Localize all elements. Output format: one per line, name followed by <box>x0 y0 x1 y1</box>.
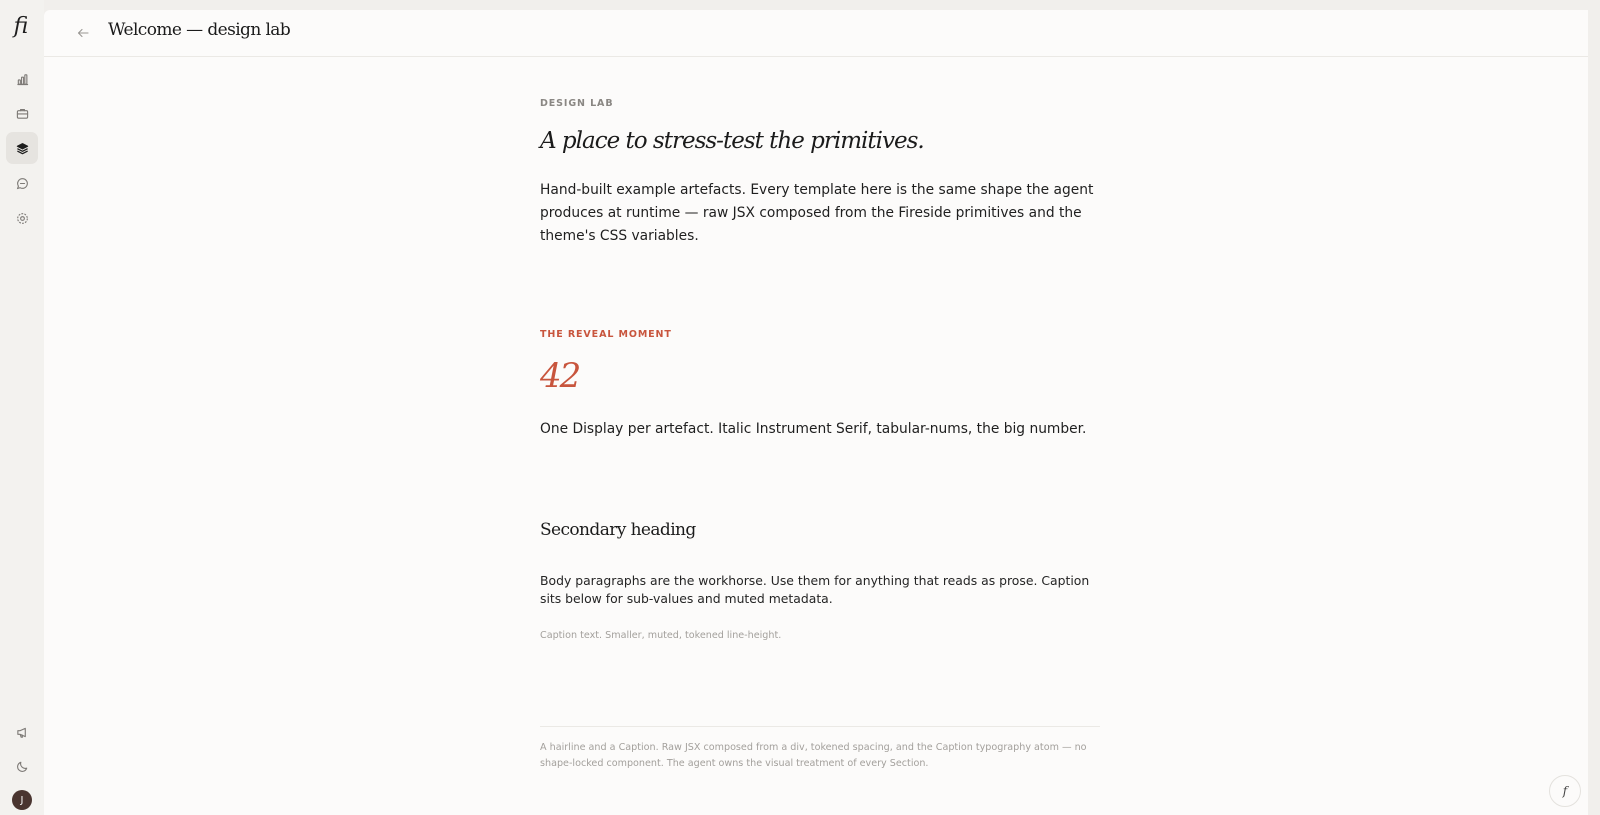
secondary-heading: Secondary heading <box>540 520 696 540</box>
megaphone-icon <box>16 726 29 739</box>
arrow-left-icon <box>77 28 89 38</box>
nav-settings[interactable] <box>6 202 38 234</box>
app-logo[interactable]: fi <box>13 14 29 39</box>
display-description: One Display per artefact. Italic Instrument Serif, tabular-nums, the big number. <box>540 421 1087 437</box>
back-button[interactable] <box>72 24 94 42</box>
chart-icon <box>16 73 29 86</box>
footnote-caption: A hairline and a Caption. Raw JSX composed from a div, tokened spacing, and the Caption typography atom — no shape-locked component. The agent owns the visual treatment of every Section. <box>540 742 1087 769</box>
top-bar <box>44 10 1588 57</box>
page-title: Welcome — design lab <box>108 20 291 40</box>
nav-design-lab[interactable] <box>6 132 38 164</box>
gear-icon <box>16 212 29 225</box>
body-paragraph: Body paragraphs are the workhorse. Use them for anything that reads as prose. Caption sits below for sub-values and muted metadata. <box>540 573 1090 606</box>
display-number: 42 <box>540 356 580 396</box>
sidebar <box>0 0 44 815</box>
moon-icon <box>16 760 29 773</box>
eyebrow-design-lab: DESIGN LAB <box>540 98 614 109</box>
nav-work[interactable] <box>6 97 38 129</box>
chat-icon <box>16 177 29 190</box>
nav-analytics[interactable] <box>6 63 38 95</box>
fireside-button[interactable]: f <box>1549 775 1581 807</box>
theme-toggle[interactable] <box>6 750 38 782</box>
main-panel <box>44 10 1588 815</box>
intro-paragraph: Hand-built example artefacts. Every template here is the same shape the agent produces at runtime — raw JSX composed from the Fireside primitives and the theme's CSS variables. <box>540 182 1094 244</box>
layers-icon <box>16 142 29 155</box>
hero-title: A place to stress-test the primitives. <box>540 128 924 154</box>
nav-announcements[interactable] <box>6 716 38 748</box>
caption-text: Caption text. Smaller, muted, tokened line-height. <box>540 630 782 641</box>
eyebrow-reveal: THE REVEAL MOMENT <box>540 329 672 340</box>
hairline-divider <box>540 726 1100 727</box>
avatar[interactable]: J <box>12 790 32 810</box>
nav-chat[interactable] <box>6 167 38 199</box>
briefcase-icon <box>16 107 29 120</box>
